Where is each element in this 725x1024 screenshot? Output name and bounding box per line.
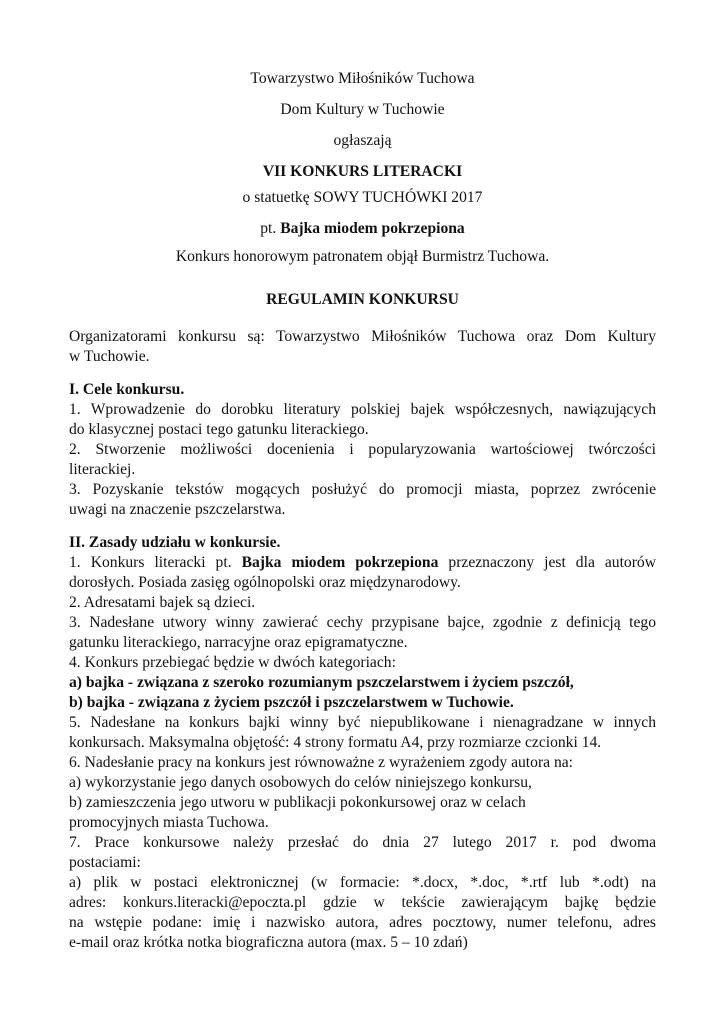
section2-line-3: 2. Adresatami bajek są dzieci. bbox=[69, 594, 256, 611]
section2-line-16: postaciami: bbox=[69, 854, 141, 871]
contest-title: VII KONKURS LITERACKI bbox=[262, 163, 463, 180]
section2-line-4: 3. Nadesłane utwory winny zawierać cechy przypisane bajce, zgodnie z definicją tego bbox=[69, 614, 656, 631]
theme-line bbox=[0, 218, 725, 239]
section1-heading: I. Cele konkursu. bbox=[69, 381, 185, 398]
section2-line-17: a) plik w postaci elektronicznej (w formacie: *.docx, *.doc, *.rtf lub *.odt) na bbox=[69, 874, 656, 891]
section2-line-12: a) wykorzystanie jego danych osobowych do celów niniejszego konkursu, bbox=[69, 774, 532, 791]
theme-prefix: pt. bbox=[260, 220, 281, 237]
theme-title: Bajka miodem pokrzepiona bbox=[280, 220, 465, 237]
category-b: b) bajka - związana z życiem pszczół i pszczelarstwem w Tuchowie. bbox=[69, 694, 514, 711]
section1-line-4: literackiej. bbox=[69, 461, 136, 478]
section2-line-6: 4. Konkurs przebiegać będzie w dwóch kategoriach: bbox=[69, 654, 396, 671]
section2-line-18: adres: konkurs.literacki@epoczta.pl gdzie w tekście zawierającym bajkę będzie bbox=[69, 894, 656, 911]
section1-line-6: uwagi na znaczenie pszczelarstwa. bbox=[69, 501, 286, 518]
section2-line-1-pre: 1. Konkurs literacki pt. bbox=[69, 554, 242, 571]
section2-line-9: 5. Nadesłane na konkurs bajki winny być niepublikowane i nienagradzane w innych bbox=[69, 714, 656, 731]
section2-line-13: b) zamieszczenia jego utworu w publikacji pokonkursowej oraz w celach bbox=[69, 794, 526, 811]
section2-line-14: promocyjnych miasta Tuchowa. bbox=[69, 814, 269, 831]
organizer-line-2: Dom Kultury w Tuchowie bbox=[280, 101, 445, 118]
category-a: a) bajka - związana z szeroko rozumianym pszczelarstwem i życiem pszczół, bbox=[69, 674, 574, 691]
section2-heading: II. Zasady udziału w konkursie. bbox=[69, 534, 281, 551]
section2-line-1-post: przeznaczony jest dla autorów bbox=[438, 554, 656, 571]
organizer-line-1: Towarzystwo Miłośników Tuchowa bbox=[250, 70, 475, 87]
section2-line-1 bbox=[69, 552, 656, 573]
section1-line-5: 3. Pozyskanie tekstów mogących posłużyć do promocji miasta, poprzez zwrócenie bbox=[69, 481, 656, 498]
section2-line-1-bold: Bajka miodem pokrzepiona bbox=[241, 554, 439, 571]
section2-line-19: na wstępie podane: imię i nazwisko autora, adres pocztowy, numer telefonu, adres bbox=[69, 914, 656, 931]
section2-line-10: konkursach. Maksymalna objętość: 4 strony formatu A4, przy rozmiarze czcionki 14. bbox=[69, 734, 602, 751]
section2-line-20: e-mail oraz krótka notka biograficzna autora (max. 5 – 10 zdań) bbox=[69, 934, 468, 951]
section2-line-5: gatunku literackiego, narracyjne oraz epigramatyczne. bbox=[69, 634, 408, 651]
section2-line-2: dorosłych. Posiada zasięg ogólnopolski oraz międzynarodowy. bbox=[69, 574, 461, 591]
intro-line-2: w Tuchowie. bbox=[69, 348, 150, 365]
regulations-heading: REGULAMIN KONKURSU bbox=[266, 291, 459, 308]
statuette-line: o statuetkę SOWY TUCHÓWKI 2017 bbox=[242, 189, 483, 206]
section1-line-3: 2. Stworzenie możliwości docenienia i popularyzowania wartościowej twórczości bbox=[69, 441, 656, 458]
section2-line-11: 6. Nadesłanie pracy na konkurs jest równoważne z wyrażeniem zgody autora na: bbox=[69, 754, 574, 771]
announce-line: ogłaszają bbox=[333, 132, 392, 149]
section2-line-15: 7. Prace konkursowe należy przesłać do dnia 27 lutego 2017 r. pod dwoma bbox=[69, 834, 656, 851]
intro-line-1: Organizatorami konkursu są: Towarzystwo Miłośników Tuchowa oraz Dom Kultury bbox=[69, 328, 656, 345]
section1-line-1: 1. Wprowadzenie do dorobku literatury polskiej bajek współczesnych, nawiązujących bbox=[69, 401, 656, 418]
patronage-line: Konkurs honorowym patronatem objął Burmistrz Tuchowa. bbox=[175, 248, 550, 265]
section1-line-2: do klasycznej postaci tego gatunku literackiego. bbox=[69, 421, 369, 438]
